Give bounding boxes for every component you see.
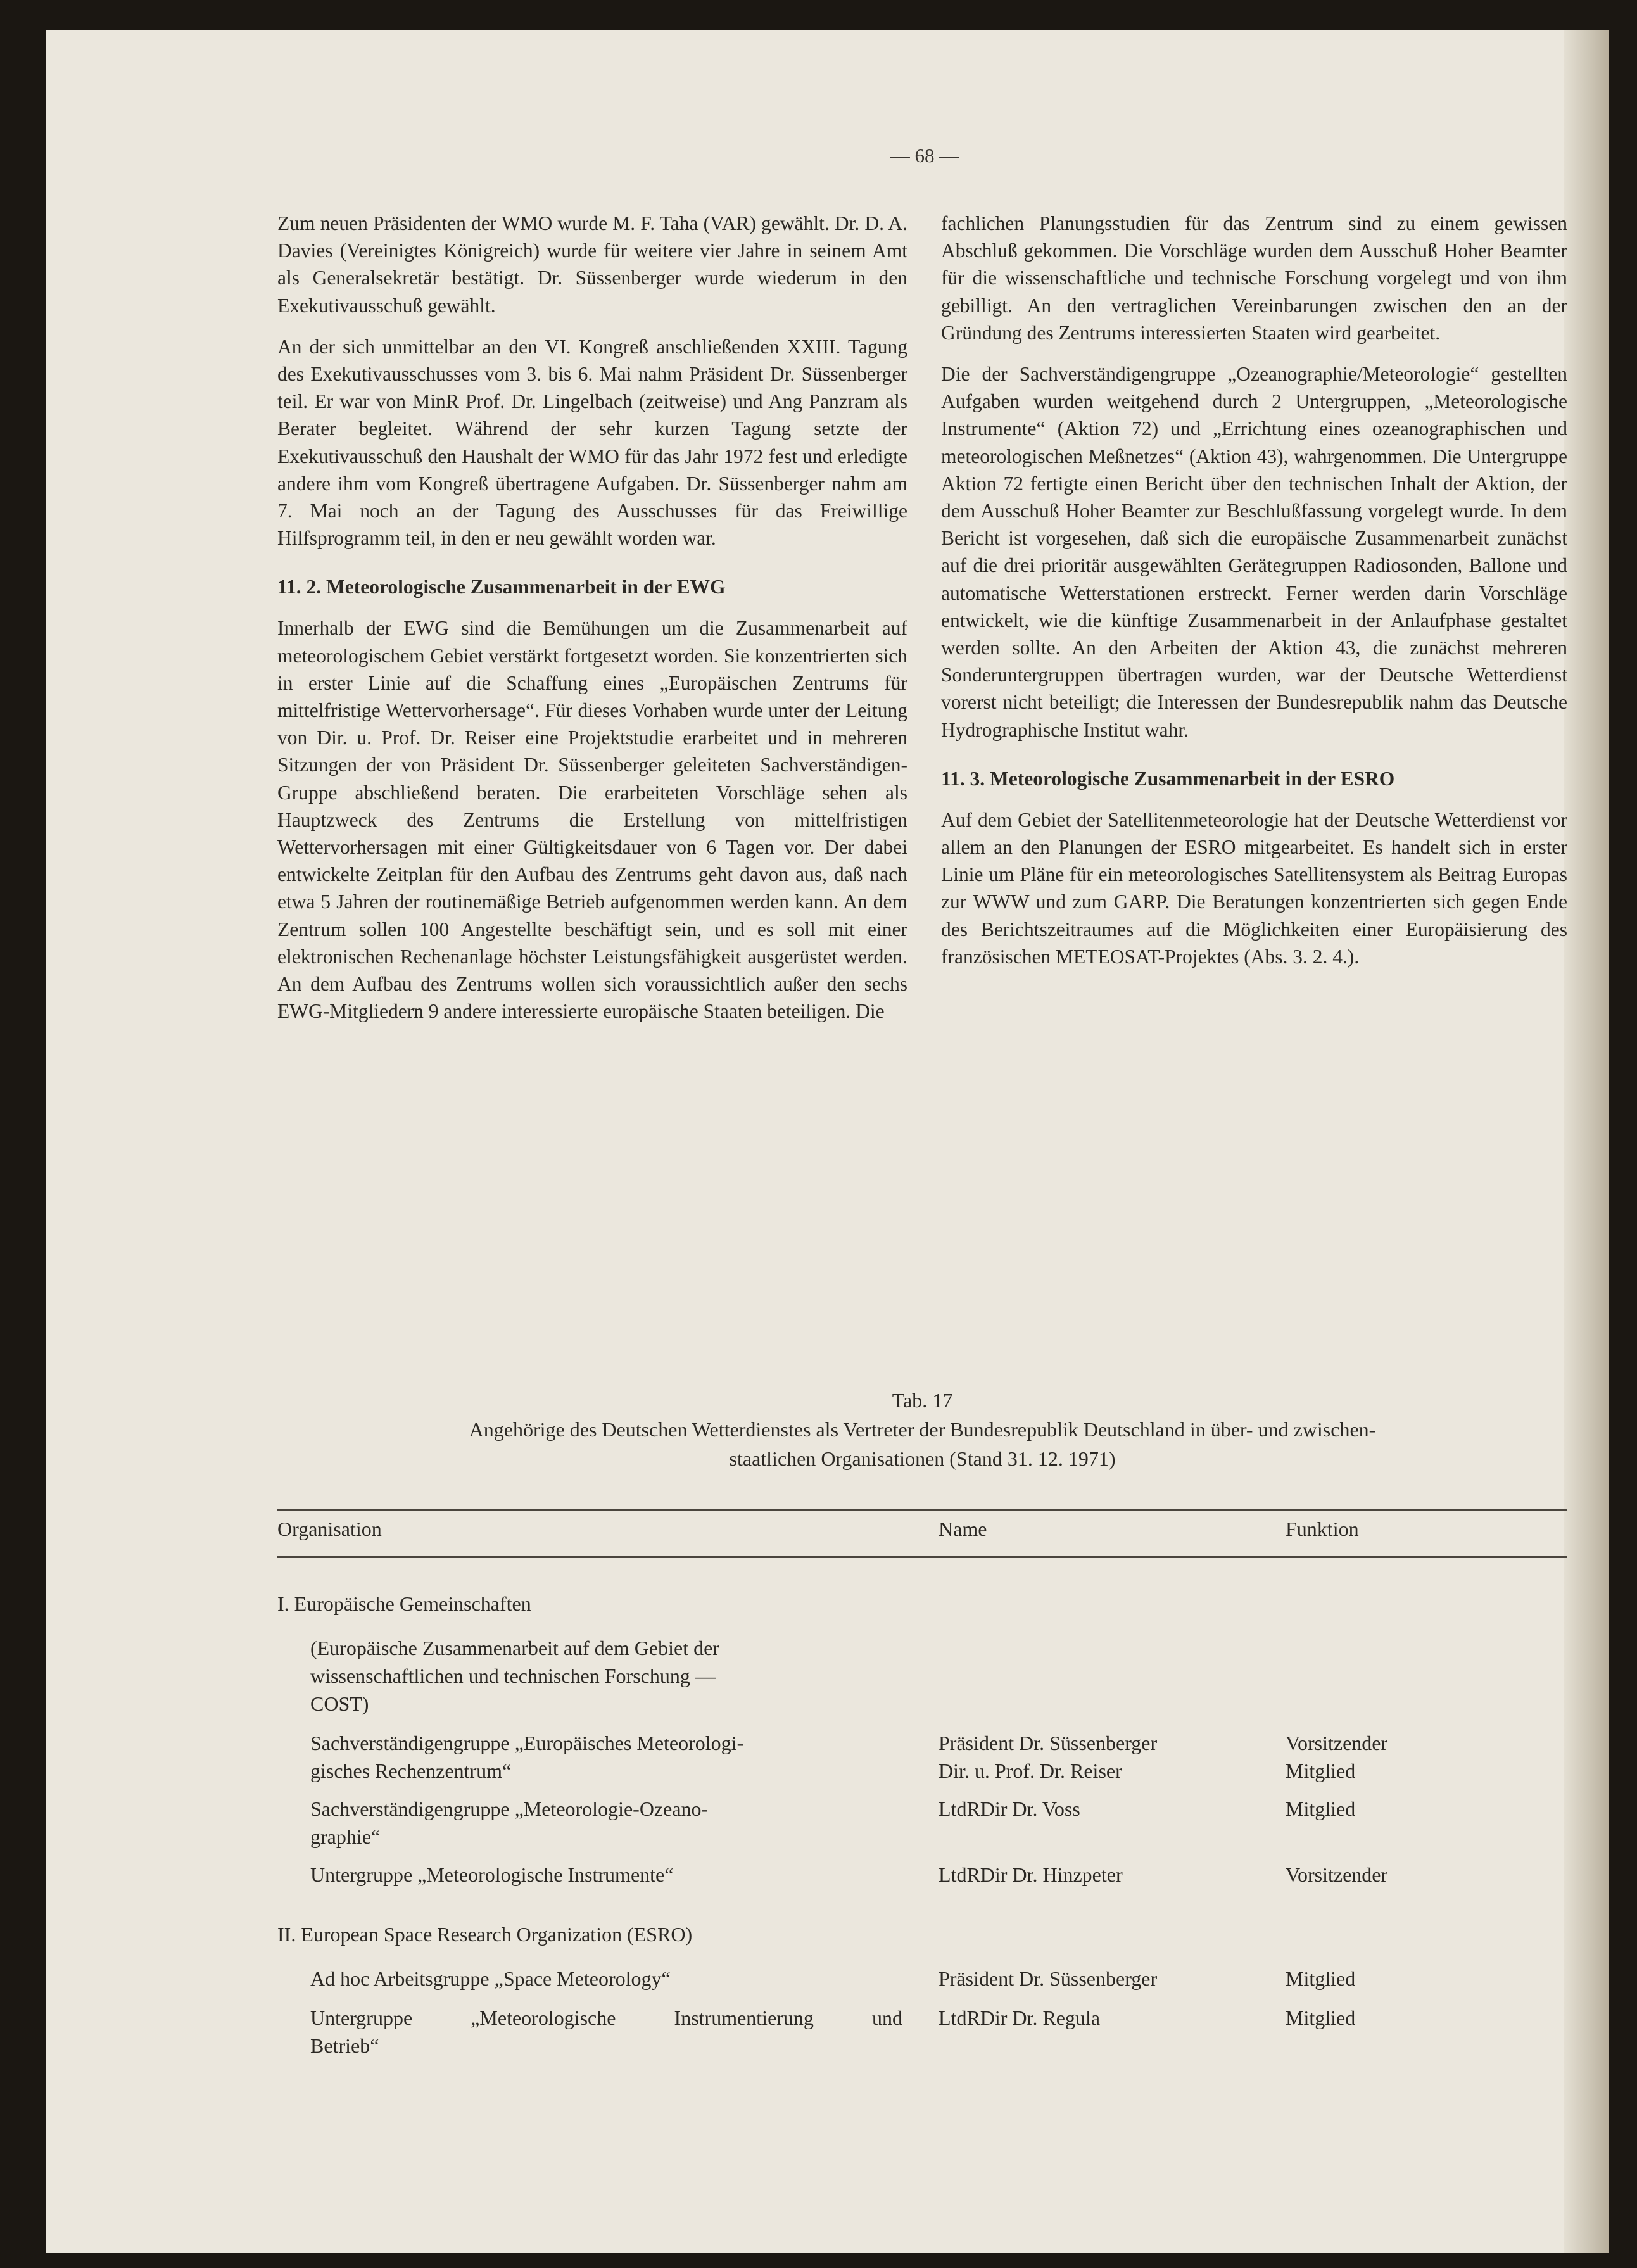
cell-line: Präsident Dr. Süssenberger (939, 1732, 1158, 1754)
table-cell-organisation (310, 1795, 708, 1851)
note-line: COST) (310, 1692, 369, 1715)
table-cell-name (939, 1729, 1157, 1785)
cell-line: gisches Rechenzentrum“ (310, 1759, 512, 1782)
right-column (941, 210, 1567, 984)
table-cell-organisation: Untergruppe „Meteorologische Instrumente“ (310, 1863, 674, 1886)
table-cell-funktion: Mitglied (1286, 1967, 1356, 1990)
table-caption (277, 1386, 1567, 1473)
note-line: wissenschaftlichen und technischen Forschung — (310, 1664, 716, 1687)
paragraph: Auf dem Gebiet der Satellitenmeteorologie hat der Deutsche Wetterdienst vor allem an den Planungen der ESRO mitgearbeitet. Es handelt sich in erster Linie um Pläne für ein meteorologisches Satellitensystem als Beitrag Europas zur WWW und zum GARP. Die Beratungen konzentrierten sich gegen Ende des Berichtszeitraumes auf die Möglichkeiten einer Europäisierung des französischen METEOSAT-Projektes (Abs. 3. 2. 4.). (941, 808, 1567, 968)
cell-line: Sachverständigengruppe „Meteorologie-Ozeano- (310, 1797, 709, 1820)
table-cell-name: LtdRDir Dr. Voss (939, 1797, 1080, 1820)
column-header-name: Name (939, 1517, 987, 1540)
table-header-rule (277, 1556, 1567, 1558)
table-section-title: II. European Space Research Organization (ESRO) (277, 1923, 693, 1946)
cell-line: Sachverständigengruppe „Europäisches Meteorologi- (310, 1732, 744, 1754)
paragraph: fachlichen Planungsstudien für das Zentrum sind zu einem gewissen Abschluß gekommen. Die Vorschläge wurden dem Ausschuß Hoher Beamter für die wissenschaftliche und technische Forschung vorgelegt und von ihm gebilligt. An den vertraglichen Vereinbarungen zwischen den an der Gründung des Zentrums interessierten Staaten wird gearbeitet. (941, 212, 1567, 344)
paragraph: Innerhalb der EWG sind die Bemühungen um die Zusammenarbeit auf meteorologischem Gebiet verstärkt fortgesetzt worden. Sie konzentrierten sich in erster Linie auf die Schaffung eines „Europäischen Zentrums für mittelfristige Wettervorhersage“. Für dieses Vorhaben wurde unter der Leitung von Dir. u. Prof. Dr. Reiser eine Projektstudie erarbeitet und in mehreren Sitzungen der von Präsident Dr. Süssenberger geleiteten Sachverständigen-Gruppe abschließend beraten. Die erarbeiteten Vorschläge sehen als Hauptzweck des Zentrums die Erstellung von mittelfristigen Wettervorhersagen mit einer Gültigkeitsdauer von 6 Tagen vor. Der dabei entwickelte Zeitplan für den Aufbau des Zentrums geht davon aus, daß nach etwa 5 Jahren der routinemäßige Betrieb aufgenommen werden kann. An dem Zentrum sollen 100 Angestellte beschäftigt sein, und es soll mit einer elektronischen Rechenanlage höchster Leistungsfähigkeit ausgerüstet werden. An dem Aufbau des Zentrums wollen sich voraussichtlich außer den sechs EWG-Mitgliedern 9 andere interessierte europäische Staaten beteiligen. Die (277, 617, 907, 1023)
note-line: (Europäische Zusammenarbeit auf dem Gebiet der (310, 1637, 719, 1659)
table-cell-funktion: Vorsitzender (1286, 1863, 1388, 1886)
table-cell-name: LtdRDir Dr. Hinzpeter (939, 1863, 1123, 1886)
table-cell-name: LtdRDir Dr. Regula (939, 2006, 1101, 2029)
paragraph: An der sich unmittelbar an den VI. Kongreß anschließenden XXIII. Tagung des Exekutivausschusses vom 3. bis 6. Mai nahm Präsident Dr. Süssenberger teil. Er war von MinR Prof. Dr. Lingelbach (zeitweise) und Ang Panzram als Berater begleitet. Während der sehr kurzen Tagung setzte der Exekutivausschuß den Haushalt der WMO für das Jahr 1972 fest und erledigte andere ihm vom Kongreß übertragene Aufgaben. Dr. Süssenberger nahm am 7. Mai noch an der Tagung des Ausschusses für das Freiwillige Hilfsprogramm teil, in den er neu gewählt worden war. (277, 335, 907, 550)
section-heading: 11. 2. Meteorologische Zusammenarbeit in der EWG (277, 576, 726, 599)
table-section-note (310, 1634, 719, 1718)
left-column (277, 210, 907, 1039)
table-cell-organisation: Ad hoc Arbeitsgruppe „Space Meteorology“ (310, 1967, 671, 1990)
table-cell-organisation-cont: Betrieb“ (310, 2034, 379, 2057)
table-cell-name: Präsident Dr. Süssenberger (939, 1967, 1158, 1990)
table-cell-funktion (1286, 1729, 1387, 1785)
table-cell-funktion: Mitglied (1286, 1797, 1356, 1820)
section-heading: 11. 3. Meteorologische Zusammenarbeit in der ESRO (941, 767, 1395, 790)
cell-line: Dir. u. Prof. Dr. Reiser (939, 1759, 1122, 1782)
table-cell-funktion: Mitglied (1286, 2006, 1356, 2029)
column-header-funktion: Funktion (1286, 1517, 1359, 1540)
cell-line: Untergruppe „Meteorologische Instrumentierung und (310, 2006, 902, 2029)
caption-line: Angehörige des Deutschen Wetterdienstes als Vertreter der Bundesrepublik Deutschland in über- und zwischen- (469, 1418, 1376, 1441)
paragraph: Zum neuen Präsidenten der WMO wurde M. F. Taha (VAR) gewählt. Dr. D. A. Davies (Vereinigtes Königreich) wurde für weitere vier Jahre in seinem Amt als Generalsekretär bestätigt. Dr. Süssenberger wurde wiederum in den Exekutivausschuß gewählt. (277, 212, 907, 317)
page-number: — 68 — (890, 144, 959, 167)
column-header-organisation: Organisation (277, 1517, 382, 1540)
paragraph: Die der Sachverständigengruppe „Ozeanographie/Meteorologie“ gestellten Aufgaben wurden weitgehend durch 2 Untergruppen, „Meteorologische Instrumente“ (Aktion 72) und „Errichtung eines ozeanographischen und meteorologischen Meßnetzes“ (Aktion 43), wahrgenommen. Die Untergruppe Aktion 72 fertigte einen Bericht über den technischen Inhalt der Aktion, der dem Ausschuß Hoher Beamter zur Beschlußfassung vorgelegt wurde. In dem Bericht ist vorgesehen, daß sich die europäische Zusammenarbeit zunächst auf die drei prioritär ausgewählten Gerätegruppen Radiosonden, Ballone und automatische Wetterstationen erstreckt. Ferner werden darin Vorschläge entwickelt, wie die künftige Zusammenarbeit in der Anlaufphase gestaltet werden sollte. An den Arbeiten der Aktion 43, die zunächst mehreren Sonderuntergruppen übertragen wurden, war der Deutsche Wetterdienst vorerst nicht beteiligt; die Interessen der Bundesrepublik nahm das Deutsche Hydrographische Institut wahr. (941, 363, 1567, 741)
table-label: Tab. 17 (892, 1389, 953, 1412)
cell-line: graphie“ (310, 1825, 381, 1848)
table-top-rule (277, 1509, 1567, 1511)
cell-line: Vorsitzender (1286, 1732, 1388, 1754)
cell-line: Mitglied (1286, 1759, 1356, 1782)
caption-line: staatlichen Organisationen (Stand 31. 12. 1971) (729, 1447, 1116, 1470)
table-cell-organisation (310, 2004, 902, 2032)
book-gutter (1564, 30, 1609, 2253)
table-cell-organisation (310, 1729, 743, 1785)
table-section-title: I. Europäische Gemeinschaften (277, 1592, 531, 1615)
